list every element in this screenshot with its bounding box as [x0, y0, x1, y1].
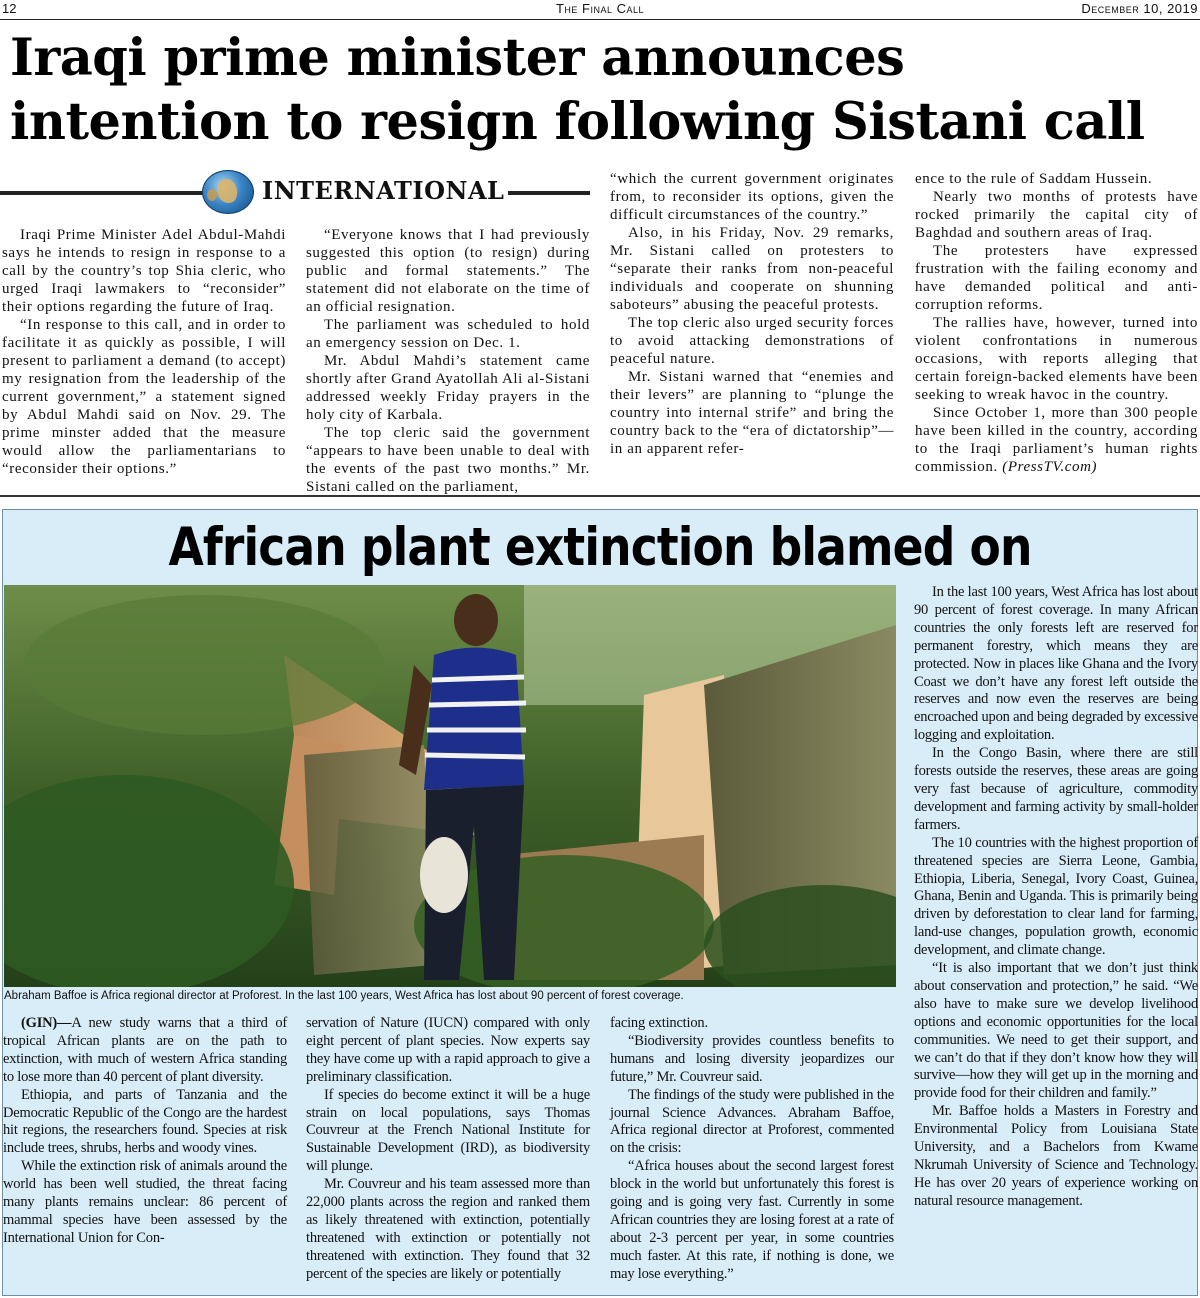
paragraph: Nearly two months of protests have rocked primarily the capital city of Baghdad and southern areas of Iraq. — [915, 189, 1198, 241]
dateline: (GIN)— — [21, 1015, 72, 1031]
paragraph: While the extinction risk of animals around the world has been well studied, the threat facing many plants remains unclear: 86 percent of mammal species have been assessed by the International Union for Con- — [3, 1158, 287, 1246]
iraq-headline — [10, 26, 1195, 154]
paragraph: The rallies have, however, turned into violent confrontations in numerous occasions, with reports alleging that certain foreign-backed elements have been seeking to wreak havoc in the country. — [915, 315, 1198, 403]
paragraph: Mr. Baffoe holds a Masters in Forestry and Environmental Policy from Louisiana State University, and a Bachelors from Kwame Nkrumah University of Science and Technology. He has over 20 years of experience working on natural resource management. — [914, 1103, 1198, 1209]
globe-icon — [202, 170, 254, 214]
paragraph: Also, in his Friday, Nov. 29 remarks, Mr. Sistani called on protesters to “separate their ranks from non-peaceful individuals and cooperate on shunning saboteurs” abusing the peaceful protests. — [610, 225, 894, 313]
plant-headline: African plant extinction blamed on — [168, 517, 1032, 578]
banner-rule-left — [0, 191, 205, 195]
iraq-column-2 — [306, 226, 590, 496]
paragraph: Mr. Couvreur and his team assessed more than 22,000 plants across the region and ranked them as likely threatened with extinction, potentially threatened with extinction or potentially not threatened with extinction. They found that 32 percent of the species are likely or potentially — [306, 1176, 590, 1282]
paragraph: “In response to this call, and in order to facilitate it as quickly as possible, I will present to parliament a demand (to accept) my resignation from the leadership of the current government,” a statement signed by Abdul Mahdi said on Nov. 29. The prime minster added that the measure would allow the parliamentarians to “reconsider their options.” — [2, 317, 286, 477]
paragraph: Ethiopia, and parts of Tanzania and the Democratic Republic of the Congo are the hardest hit regions, the researchers found. Species at risk include trees, shrubs, herbs and woody vines. — [3, 1086, 287, 1157]
paragraph — [3, 1015, 287, 1087]
iraq-column-1 — [2, 226, 286, 478]
story-separator — [0, 495, 1200, 497]
paragraph: The 10 countries with the highest proportion of threatened species are Sierra Leone, Gambia, Ethiopia, Liberia, Senegal, Ivory Coast, Guinea, Ghana, Benin and Uganda. This is primarily being driven by deforestation to clear land for farming, land-use changes, population growth, economic development, and climate change. — [914, 834, 1198, 959]
paragraph: Mr. Abdul Mahdi’s statement came shortly after Grand Ayatollah Ali al-Sistani addressed weekly Friday prayers in the holy city of Karbala. — [306, 353, 590, 423]
section-label: INTERNATIONAL — [258, 176, 508, 205]
paragraph: “It is also important that we don’t just think about conservation and protection,” he said. “We also have to make sure we develop livelihood options and economic opportunities for the local communities. We need to get their support, and we can’t do that if they don’t know how they will survive—how they will get up in the morning and provide food for their children and family.” — [914, 960, 1198, 1102]
paragraph: The parliament was scheduled to hold an emergency session on Dec. 1. — [306, 317, 590, 351]
forest-photo — [4, 585, 896, 987]
section-banner — [0, 168, 590, 218]
paragraph: The top cleric said the government “appears to have been unable to deal with the events of the past two months.” Mr. Sistani called on the parliament, — [306, 425, 590, 495]
paragraph: “Africa houses about the second largest forest block in the world but unfortunately this forest is going and is going very fast. Currently in some African countries they are losing forest at a rate of about 2-3 percent per year, in some countries much faster. At this rate, if nothing is done, we may lose everything.” — [610, 1158, 894, 1282]
iraq-headline-line2: intention to resign following Sistani call — [10, 92, 1145, 152]
paragraph: ence to the rule of Saddam Hussein. — [915, 171, 1153, 187]
paragraph: servation of Nature (IUCN) compared with only eight percent of plant species. Now experts say they have come up with a rapid approach to give a preliminary classification. — [306, 1015, 590, 1085]
paragraph: If species do become extinct it will be a huge strain on local populations, says Thomas Couvreur at the French National Institute for Sustainable Development (IRD), as biodiversity will plunge. — [306, 1086, 590, 1175]
plant-column-4 — [914, 584, 1198, 1211]
paragraph: In the last 100 years, West Africa has lost about 90 percent of forest coverage. In many African countries the only forests left are reserved for permanent forestry, which means they are protected. Now in places like Ghana and the Ivory Coast we don’t have any forest left outside the reserves and now even the reserves are being encroached upon and being degraded by excessive logging and exploitation. — [914, 584, 1198, 744]
page-number: 12 — [2, 1, 17, 16]
paragraph: “Everyone knows that I had previously suggested this option (to resign) during public and formal statements.” The statement did not elaborate on the time of an official resignation. — [306, 227, 590, 315]
paragraph: Mr. Sistani warned that “enemies and their levers” are planning to “plunge the country into internal strife” and bring the country back to the “era of dictatorship”—in an apparent refer- — [610, 369, 894, 457]
paragraph: “which the current government originates from, to reconsider its options, given the difficult circumstances of the country.” — [610, 171, 894, 223]
plant-column-2 — [306, 1015, 590, 1284]
paragraph: Iraqi Prime Minister Adel Abdul-Mahdi says he intends to resign in response to a call by the country’s top Shia cleric, who urged Iraqi lawmakers to “reconsider” their options regarding the future of Iraq. — [2, 227, 286, 315]
paragraph: The top cleric also urged security forces to avoid attacking demonstrations of peaceful nature. — [610, 315, 894, 367]
forest-photo-image — [4, 585, 896, 987]
iraq-column-3 — [610, 170, 894, 458]
paragraph: The protesters have expressed frustration with the failing economy and have demanded political and anti-corruption reforms. — [915, 243, 1198, 313]
paragraph: “Biodiversity provides countless benefits to humans and losing diversity jeopardizes our future,” Mr. Couvreur said. — [610, 1032, 894, 1085]
publication-name: The Final Call — [555, 1, 645, 16]
source-credit: (PressTV.com) — [1002, 459, 1098, 475]
paragraph-text: A new study warns that a third of tropical African plants are on the path to extinction, with much of western Africa standing to lose more than 40 percent of plant diversity. — [3, 1015, 287, 1085]
running-header — [0, 0, 1200, 20]
paragraph: facing extinction. — [610, 1015, 708, 1031]
paragraph — [915, 404, 1198, 476]
paragraph: In the Congo Basin, where there are still forests outside the reserves, these areas are going very fast because of agriculture, commodity development and farming activity by small-holder farmers. — [914, 745, 1198, 833]
paragraph-text: Since October 1, more than 300 people have been killed in the country, according to the Iraqi parliament’s human rights commission. — [915, 405, 1198, 475]
plant-column-3 — [610, 1015, 894, 1284]
iraq-column-4 — [915, 170, 1198, 476]
iraq-headline-line1: Iraqi prime minister announces — [10, 28, 905, 88]
plant-column-1 — [3, 1015, 287, 1248]
issue-date: December 10, 2019 — [1081, 1, 1198, 16]
photo-caption: Abraham Baffoe is Africa regional director at Proforest. In the last 100 years, West Africa has lost about 90 percent of forest coverage. — [4, 990, 684, 1002]
paragraph: The findings of the study were published in the journal Science Advances. Abraham Baffoe, Africa regional director at Proforest, commented on the crisis: — [610, 1086, 894, 1157]
